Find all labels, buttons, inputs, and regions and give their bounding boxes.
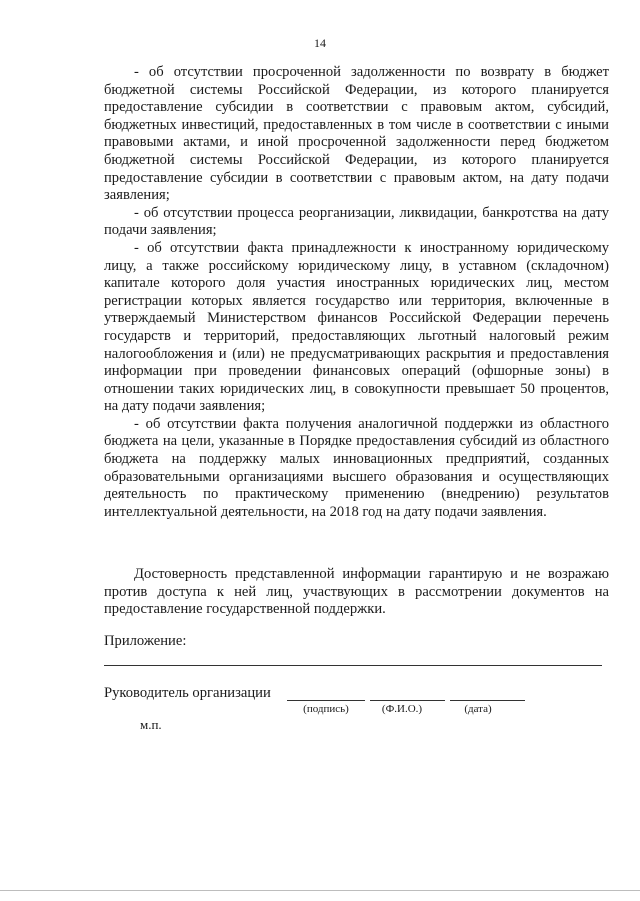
organization-head-label: Руководитель организации — [104, 685, 271, 701]
signature-line — [287, 700, 365, 701]
signature-caption: (подпись) — [303, 703, 349, 715]
conditions-list — [104, 64, 609, 521]
appendix-fill-line — [104, 665, 602, 666]
page-bottom-edge — [0, 890, 640, 891]
guarantee-statement: Достоверность представленной информации гарантирую и не возражаю против доступа к ней лиц, участвующих в рассмотрении документов на предоставление государственной поддержки. — [104, 566, 609, 618]
condition-no-overdue-debt: - об отсутствии просроченной задолженности по возврату в бюджет бюджетной системы Российской Федерации, из которого планируется предоставление субсидии в соответствии с правовым актом, субсидий, бюджетных инвестиций, предоставленных в том числе в соответствии с иными правовыми актами, и иной просроченной задолженности перед бюджетом бюджетной системы Российской Федерации, из которого планируется предоставление субсидии в соответствии с правовым актом, на дату подачи заявления; — [104, 64, 609, 204]
date-caption: (дата) — [464, 703, 492, 715]
name-caption: (Ф.И.О.) — [381, 703, 423, 715]
condition-no-reorganization: - об отсутствии процесса реорганизации, ликвидации, банкротства на дату подачи заявления; — [104, 204, 609, 239]
stamp-place-label: м.п. — [140, 717, 162, 732]
name-line — [370, 700, 445, 701]
page-number: 14 — [314, 36, 326, 50]
condition-no-foreign-ownership: - об отсутствии факта принадлежности к иностранному юридическому лицу, а также российскому юридическому лицу, в уставном (складочном) капитале которого доля участия иностранных юридических лиц, местом регистрации которых является государство или территория, включенные в утверждаемый Министерством финансов Российской Федерации перечень государств и территорий, предоставляющих льготный налоговый режим налогообложения и (или) не предусматривающих раскрытия и предоставления информации при проведении финансовых операций (офшорные зоны) в отношении таких юридических лиц, в совокупности превышает 50 процентов, на дату подачи заявления; — [104, 239, 609, 415]
appendix-label: Приложение: — [104, 633, 187, 649]
condition-no-similar-support: - об отсутствии факта получения аналогичной поддержки из областного бюджета на цели, указанные в Порядке предоставления субсидий из областного бюджета на поддержку малых инновационных предприятий, созданных образовательными организациями высшего образования и осуществляющих деятельность по практическому применению (внедрению) результатов интеллектуальной деятельности, на 2018 год на дату подачи заявления. — [104, 415, 609, 520]
date-line — [450, 700, 525, 701]
